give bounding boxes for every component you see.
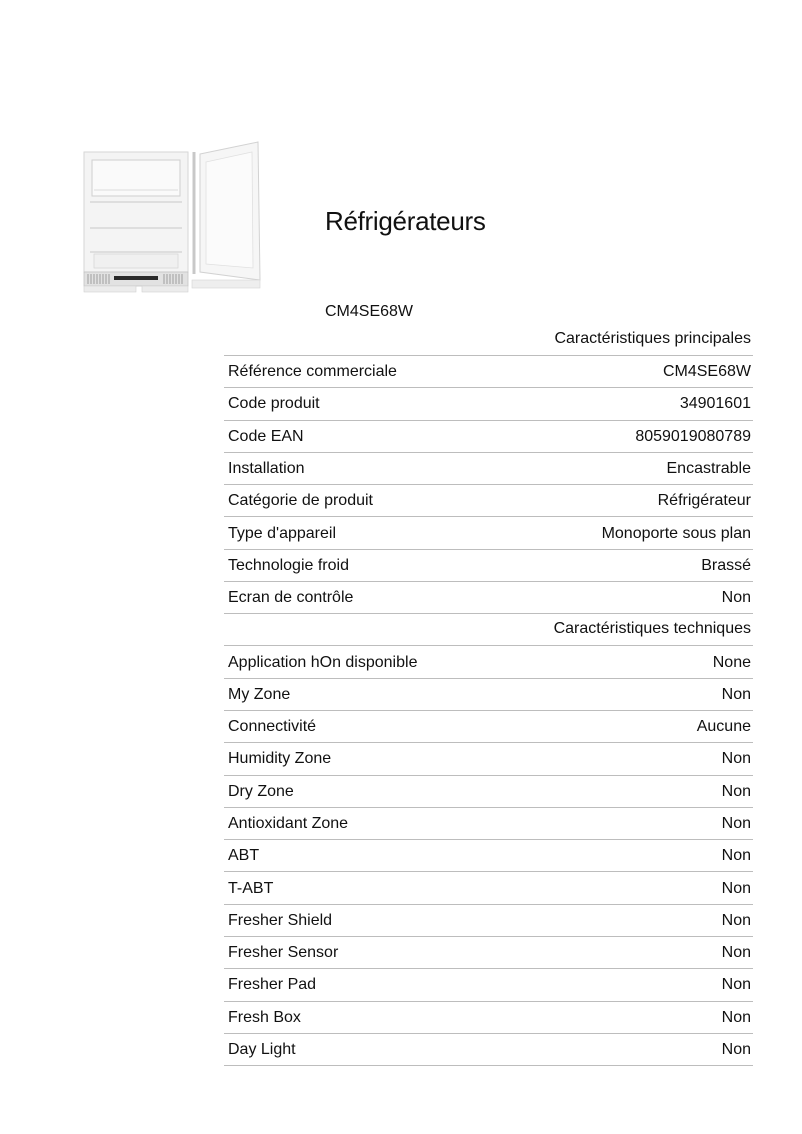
spec-row: [224, 937, 753, 969]
spec-label: ABT: [228, 847, 260, 865]
spec-row: [224, 517, 753, 549]
spec-row: [224, 582, 753, 614]
spec-label: Fresher Shield: [228, 911, 333, 929]
spec-label: Référence commerciale: [228, 363, 397, 381]
spec-value: Aucune: [696, 718, 751, 736]
spec-row: [224, 711, 753, 743]
spec-row: [224, 872, 753, 904]
spec-row: [224, 453, 753, 485]
spec-label: Application hOn disponible: [228, 653, 418, 671]
spec-row: [224, 485, 753, 517]
spec-value: Non: [721, 944, 751, 962]
spec-value: Non: [721, 589, 751, 607]
spec-row: [224, 808, 753, 840]
spec-row: [224, 1002, 753, 1034]
spec-label: Antioxidant Zone: [228, 815, 349, 832]
spec-row: [224, 1034, 753, 1066]
section-header: Caractéristiques techniques: [224, 614, 753, 646]
spec-label: T-ABT: [228, 879, 274, 897]
spec-label: My Zone: [228, 685, 291, 703]
spec-value: Monoporte sous plan: [601, 524, 751, 542]
spec-label: Ecran de contrôle: [228, 589, 354, 607]
spec-value: Non: [721, 847, 751, 865]
spec-label: Code EAN: [228, 427, 304, 445]
spec-value: Non: [721, 750, 751, 768]
section-header: Caractéristiques principales: [224, 324, 753, 356]
spec-value: Encastrable: [666, 460, 751, 478]
spec-value: None: [712, 653, 751, 671]
spec-row: [224, 743, 753, 775]
spec-label: Type d'appareil: [228, 524, 337, 542]
refrigerator-product-photo: [82, 140, 264, 300]
spec-label: Dry Zone: [228, 782, 294, 800]
spec-row: [224, 421, 753, 453]
spec-label: Connectivité: [228, 718, 317, 736]
spec-label: Catégorie de produit: [228, 492, 373, 510]
spec-value: Réfrigérateur: [657, 492, 751, 510]
spec-label: Technologie froid: [228, 556, 349, 574]
spec-row: [224, 646, 753, 678]
spec-row: [224, 679, 753, 711]
spec-value: Non: [721, 911, 751, 929]
spec-value: Non: [721, 685, 751, 703]
spec-row: [224, 550, 753, 582]
model-reference: CM4SE68W: [325, 303, 414, 320]
spec-value: 34901601: [679, 395, 751, 413]
spec-value: CM4SE68W: [662, 363, 751, 381]
spec-label: Code produit: [228, 395, 320, 413]
spec-value: Brassé: [701, 556, 751, 574]
page-title: Réfrigérateurs: [325, 206, 486, 236]
spec-row: [224, 905, 753, 937]
specification-table: [224, 324, 753, 1066]
spec-label: Fresher Sensor: [228, 944, 339, 962]
spec-row: [224, 388, 753, 420]
spec-label: Humidity Zone: [228, 750, 332, 768]
spec-row: [224, 356, 753, 388]
spec-value: Non: [721, 976, 751, 994]
spec-label: Fresh Box: [228, 1008, 301, 1026]
spec-value: Non: [721, 815, 751, 832]
spec-label: Day Light: [228, 1041, 296, 1059]
spec-label: Installation: [228, 460, 305, 478]
spec-value: Non: [721, 782, 751, 800]
spec-value: Non: [721, 879, 751, 897]
spec-value: Non: [721, 1008, 751, 1026]
spec-label: Fresher Pad: [228, 976, 317, 994]
spec-value: Non: [721, 1041, 751, 1059]
spec-row: [224, 776, 753, 808]
spec-value: 8059019080789: [635, 427, 751, 445]
spec-row: [224, 969, 753, 1001]
spec-row: [224, 840, 753, 872]
